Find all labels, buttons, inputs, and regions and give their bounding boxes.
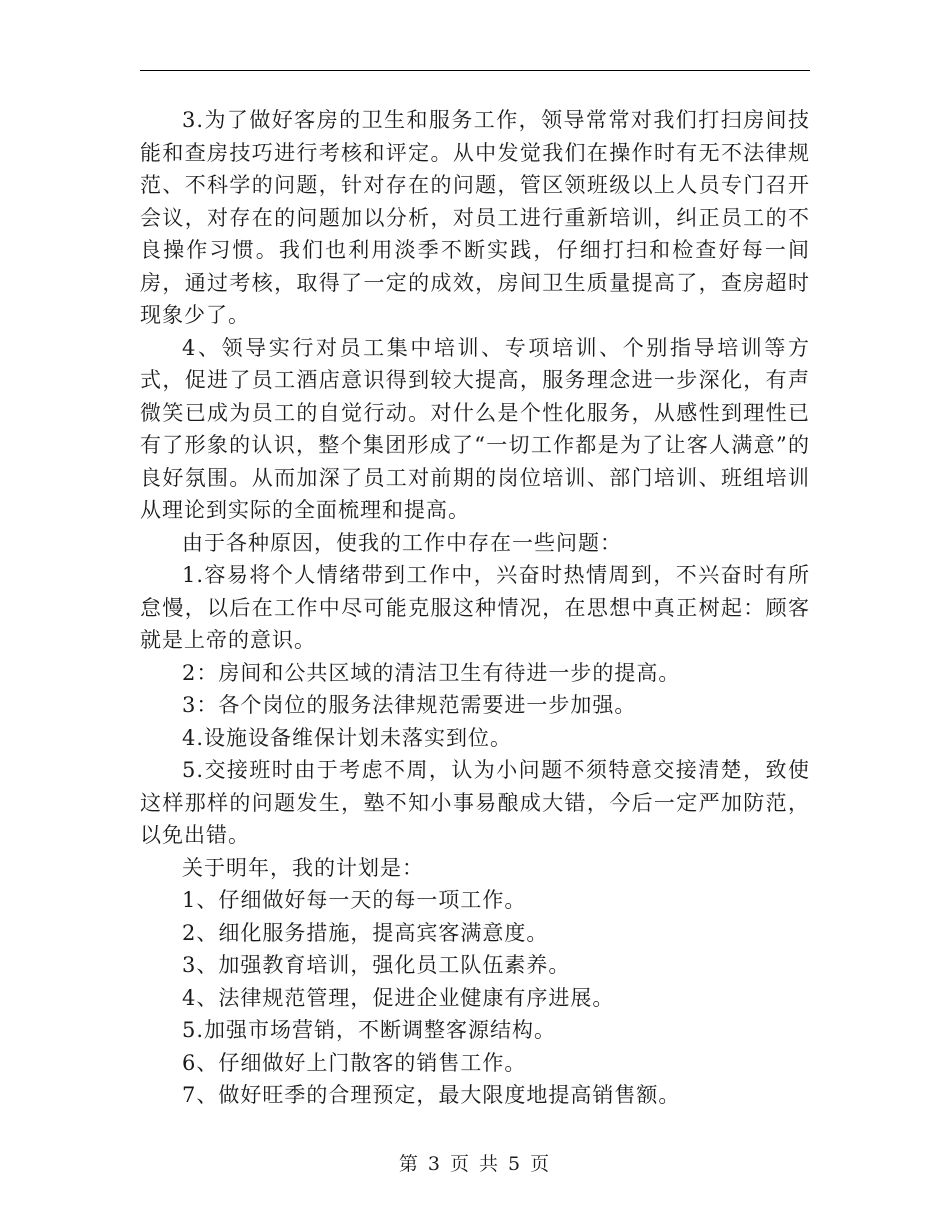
- plan-item-2: 2、细化服务措施，提高宾客满意度。: [182, 920, 549, 945]
- problem-item-4: 4.设施设备维保计划未落实到位。: [182, 725, 513, 750]
- page-number: 第 3 页 共 5 页: [398, 1153, 552, 1175]
- plan-item-1: 1、仔细做好每一天的每一项工作。: [182, 888, 527, 912]
- document-body: [140, 104, 810, 1112]
- problem-item-2: 2：房间和公共区域的清洁卫生有待进一步的提高。: [182, 660, 681, 685]
- plan-item-3: 3、加强教育培训，强化员工队伍素养。: [182, 953, 571, 977]
- paragraph-problems-intro: 由于各种原因，使我的工作中存在一些问题：: [182, 530, 622, 555]
- paragraph-staff-training: 4、领导实行对员工集中培训、专项培训、个别指导培训等方式，促进了员工酒店意识得到较大提高，服务理念进一步深化，有声微笑已成为员工的自觉行动。对什么是个性化服务，从感性到理性已有了形象的认识，整个集团形成了“一切工作都是为了让客人满意”的良好氛围。从而加深了员工对前期的岗位培训、部门培训、班组培训从理论到实际的全面梳理和提高。: [140, 335, 810, 522]
- problem-item-5: 5.交接班时由于考虑不周，认为小问题不须特意交接清楚，致使这样那样的问题发生，塾不知小事易酿成大错，今后一定严加防范，以免出错。: [140, 758, 810, 847]
- paragraph-training-evaluation: 3.为了做好客房的卫生和服务工作，领导常常对我们打扫房间技能和查房技巧进行考核和评定。从中发觉我们在操作时有无不法律规范、不科学的问题，针对存在的问题，管区领班级以上人员专门召开会议，对存在的问题加以分析，对员工进行重新培训，纠正员工的不良操作习惯。我们也利用淡季不断实践，仔细打扫和检查好每一间房，通过考核，取得了一定的成效，房间卫生质量提高了，查房超时现象少了。: [140, 108, 810, 327]
- plan-item-5: 5.加强市场营销，不断调整客源结构。: [182, 1018, 557, 1042]
- header-rule: [140, 70, 810, 71]
- plan-item-4: 4、法律规范管理，促进企业健康有序进展。: [182, 985, 615, 1010]
- problem-item-1: 1.容易将个人情绪带到工作中，兴奋时热情周到，不兴奋时有所怠慢，以后在工作中尽可能克服这种情况，在思想中真正树起：顾客就是上帝的意识。: [140, 563, 810, 652]
- problem-item-3: 3：各个岗位的服务法律规范需要进一步加强。: [182, 693, 637, 717]
- plan-item-7: 7、做好旺季的合理预定，最大限度地提高销售额。: [182, 1083, 681, 1107]
- paragraph-plan-intro: 关于明年，我的计划是：: [182, 855, 424, 880]
- plan-item-6: 6、仔细做好上门散客的销售工作。: [182, 1050, 527, 1075]
